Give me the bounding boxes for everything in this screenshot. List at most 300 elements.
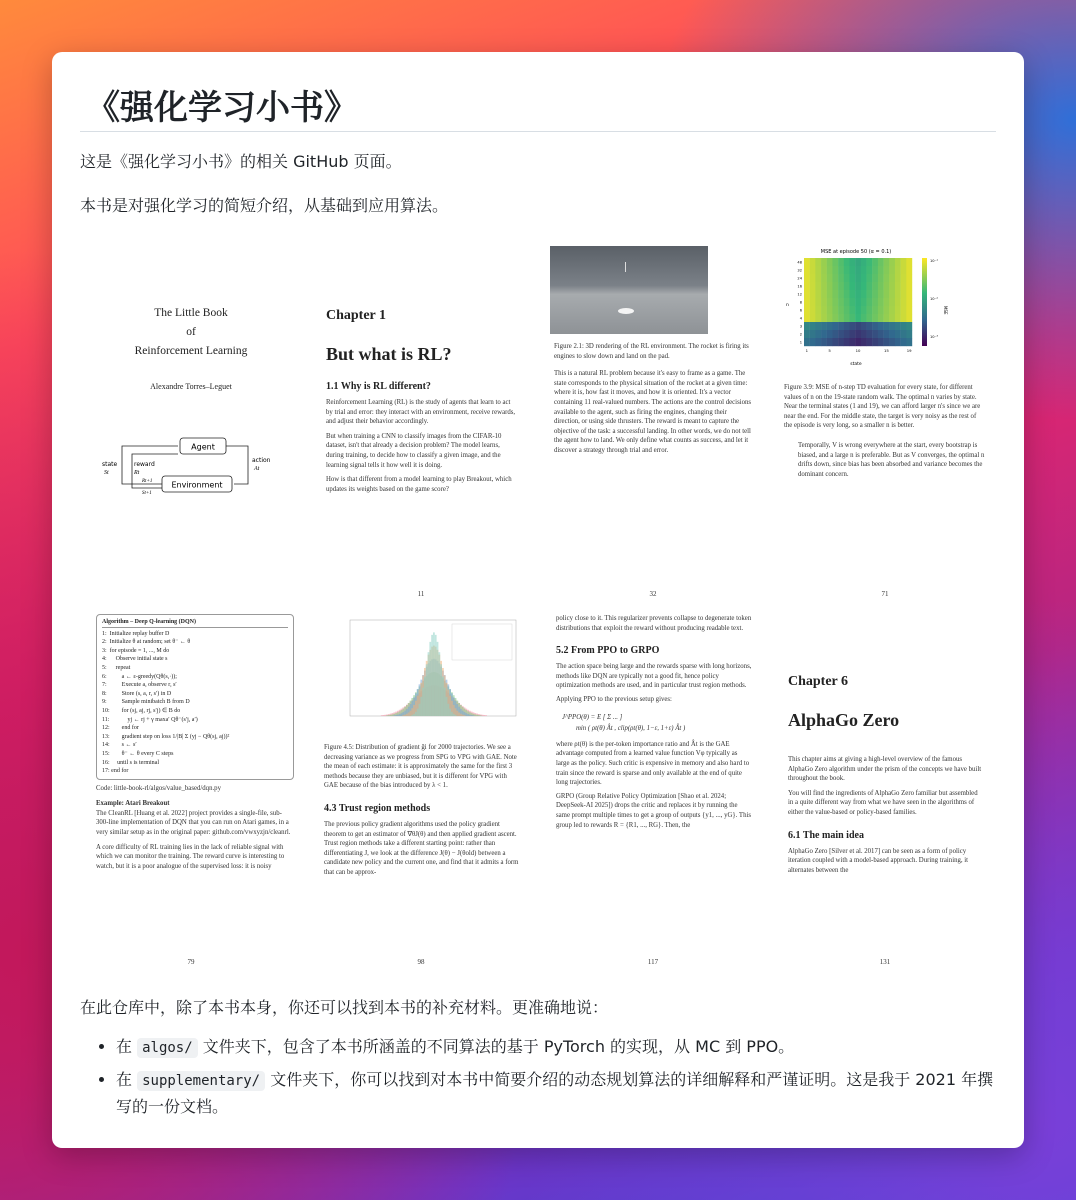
heatmap-cell <box>810 314 816 322</box>
heatmap-cell <box>855 306 861 314</box>
histogram-bar <box>433 632 435 716</box>
heatmap-cell <box>810 274 816 282</box>
chapter-heading: AlphaGo Zero <box>788 710 900 730</box>
heatmap-cell <box>901 338 907 346</box>
histogram-bar <box>422 688 424 716</box>
heatmap-cell <box>895 266 901 274</box>
heatmap-cell <box>872 282 878 290</box>
page-text: But when training a CNN to classify images from the CIFAR-10 dataset, isn't that already a decision problem? The model learns, during training, to decide how to classify a given image, and the learning signal tells it how well it is doing. <box>326 432 502 469</box>
heatmap-cell <box>884 298 890 306</box>
algorithm-line: 8: Store (s, a, r, s′) in D <box>102 690 172 697</box>
heatmap-cell <box>855 282 861 290</box>
heatmap-cell <box>861 330 867 338</box>
histogram-bar <box>458 712 460 716</box>
intro-paragraph-2: 本书是对强化学习的简短介绍，从基础到应用算法。 <box>80 196 449 215</box>
heatmap-cell <box>895 298 901 306</box>
heatmap-cell <box>872 314 878 322</box>
heatmap-cell <box>895 274 901 282</box>
heatmap-cell <box>906 266 912 274</box>
heatmap-cell <box>901 274 907 282</box>
heatmap-cell <box>821 266 827 274</box>
heatmap-cell <box>861 314 867 322</box>
heatmap-cell <box>878 330 884 338</box>
histogram-bar <box>485 715 487 716</box>
algorithm-line: 9: Sample minibatch B from D <box>102 699 190 706</box>
y-tick-label: 24 <box>797 276 802 281</box>
histogram-bar <box>473 715 475 716</box>
heatmap-cell <box>861 306 867 314</box>
heatmap-cell <box>872 298 878 306</box>
heatmap-cell <box>838 298 844 306</box>
histogram-bar <box>419 704 421 716</box>
chapter-heading: But what is RL? <box>326 344 452 364</box>
section-heading: 6.1 The main idea <box>788 829 864 841</box>
y-tick-label: 32 <box>797 268 802 273</box>
gradient-histogram <box>324 614 520 732</box>
heatmap-cell <box>838 338 844 346</box>
x-tick-label: 19 <box>906 348 912 353</box>
folder-link-algos[interactable]: algos/ <box>137 1038 198 1058</box>
heatmap-cell <box>810 298 816 306</box>
histogram-bar <box>384 715 386 716</box>
heatmap-cell <box>827 306 833 314</box>
heatmap-cell <box>827 290 833 298</box>
page-text: How is that different from a model learning to play Breakout, which updates its weights based on the game score? <box>326 476 512 493</box>
heatmap-cell <box>844 306 850 314</box>
x-tick-label: 15 <box>883 348 889 353</box>
heatmap-cell <box>844 274 850 282</box>
histogram-bar <box>464 715 466 716</box>
heatmap-cell <box>861 258 867 266</box>
heatmap-cell <box>889 298 895 306</box>
heatmap-cell <box>855 274 861 282</box>
dqn-algorithm-box <box>96 614 294 780</box>
heatmap-cell <box>895 306 901 314</box>
readme-title: 《强化学习小书》 <box>80 52 996 132</box>
rocket <box>625 262 626 272</box>
heatmap-cell <box>878 266 884 274</box>
heatmap-cell <box>906 322 912 330</box>
histogram-bar <box>390 715 392 716</box>
histogram-bar <box>449 709 451 716</box>
materials-list <box>80 1034 996 1120</box>
heatmap-cell <box>878 258 884 266</box>
list-item-text: 在 <box>116 1037 138 1056</box>
heatmap-cell <box>878 322 884 330</box>
heatmap-cell <box>804 282 810 290</box>
heatmap-cell <box>849 258 855 266</box>
heatmap-cell <box>884 314 890 322</box>
histogram-bar <box>408 712 410 716</box>
section-heading: 4.3 Trust region methods <box>324 802 431 814</box>
page-text: Reinforcement Learning (RL) is the study of agents that learn to act by trial and error: they interact with an environment, receive rewards, and adjust their behavior accordingly. <box>326 399 516 426</box>
histogram-bar <box>393 715 395 716</box>
reward-symbol: Rt <box>134 470 140 476</box>
histogram-bar <box>447 704 449 716</box>
heatmap-cell <box>849 266 855 274</box>
agent-environment-diagram <box>98 432 298 502</box>
page-32 <box>542 246 764 598</box>
heatmap-cell <box>815 338 821 346</box>
x-axis-label: state <box>850 362 862 367</box>
histogram-bar <box>455 715 457 716</box>
y-tick-label: 2 <box>799 332 802 337</box>
page-text: The previous policy gradient algorithms used the policy gradient theorem to get an estimator of ∇θJ(θ) and then applied gradient ascent. Trust region methods take a different starting point: rather than differentiating J, we look at the difference J(θ) − J(θold) between a candidate new policy and the current one, and find that it admits a form that can be approx- <box>324 820 519 876</box>
page-text: The CleanRL [Huang et al. 2022] project provides a single-file, sub-300-line implementation of DQN that you can run on Atari games, in a very similar setup as in the original paper: github.com/vwxyzjn/cleanrl. <box>96 809 291 837</box>
page-text: AlphaGo Zero [Silver et al. 2017] can be seen as a form of policy iteration coupled with a model-based approach. During training, it alternates between the <box>788 847 969 874</box>
cover-title-2: of <box>186 326 196 338</box>
chapter-label: Chapter 1 <box>326 308 387 323</box>
heatmap-cell <box>861 266 867 274</box>
heatmap-cell <box>821 298 827 306</box>
heatmap-cell <box>867 282 873 290</box>
heatmap-cell <box>810 258 816 266</box>
heatmap-cell <box>861 322 867 330</box>
heatmap-cell <box>810 266 816 274</box>
page-number: 11 <box>417 590 425 598</box>
heatmap-cell <box>867 266 873 274</box>
list-item-text: 文件夹下，包含了本书所涵盖的不同算法的基于 PyTorch 的实现，从 MC 到 PPO。 <box>197 1037 795 1056</box>
page-number: 117 <box>647 958 659 966</box>
heatmap-cell <box>844 282 850 290</box>
page-text: You will find the ingredients of AlphaGo Zero familiar but assembled in a quite different way from what we have seen in the algorithms of either the value-based or policy-based families. <box>788 789 978 816</box>
heatmap-cell <box>867 274 873 282</box>
histogram-bar <box>482 715 484 716</box>
heatmap-cell <box>889 330 895 338</box>
histogram-bar <box>395 715 397 716</box>
histogram-bar <box>404 715 406 716</box>
histogram-bar <box>424 677 426 716</box>
heatmap-cell <box>827 330 833 338</box>
histogram-bar <box>467 714 469 716</box>
folder-link-supplementary[interactable]: supplementary/ <box>137 1071 265 1091</box>
page-117 <box>542 614 764 966</box>
heatmap-cell <box>821 282 827 290</box>
heatmap-cell <box>906 314 912 322</box>
histogram-bar <box>410 711 412 716</box>
x-tick-label: 1 <box>805 348 809 353</box>
heatmap-cell <box>827 266 833 274</box>
figure-caption: Figure 3.9: MSE of n-step TD evaluation for every state, for different values of n on the 19-state random walk. The optimal n varies by state. Near the terminal states (1 and 19), we can afford larger n's since we are near the end. For the middle state, the target is very noisy as the rest of the episode is very long, so a smaller n is better. <box>784 384 981 430</box>
heatmap-cell <box>901 298 907 306</box>
histogram-bar <box>455 708 457 716</box>
heatmap-cell <box>889 266 895 274</box>
heatmap-cell <box>849 314 855 322</box>
heatmap-cell <box>804 298 810 306</box>
y-tick-label: 3 <box>799 324 802 329</box>
heatmap-cell <box>889 274 895 282</box>
algorithm-line: 11: yj ← rj + γ maxa′ Qθ⁻(s′j, a′) <box>102 716 198 723</box>
heatmap-cell <box>821 322 827 330</box>
heatmap-cell <box>838 282 844 290</box>
heatmap-cell <box>821 330 827 338</box>
colorbar-tick-label: 10⁻² <box>930 297 938 301</box>
heatmap-cell <box>872 306 878 314</box>
action-label: action <box>252 457 271 464</box>
histogram-bar <box>402 715 404 716</box>
list-item <box>116 1067 996 1120</box>
heatmap-cell <box>878 290 884 298</box>
heatmap-cell <box>895 314 901 322</box>
histogram-bar <box>456 711 458 716</box>
histogram-bar <box>474 714 476 716</box>
algorithm-line: 13: gradient step on loss 1/|B| Σ (yj − Qθ(sj, aj))² <box>102 733 230 740</box>
heatmap-cell <box>872 322 878 330</box>
cover-title-1: The Little Book <box>154 307 228 319</box>
algorithm-line: 7: Execute a, observe r, s′ <box>102 682 177 689</box>
figure-caption: Figure 4.5: Distribution of gradient ĝi for 2000 trajectories. We see a decreasing variance as we progress from SPG to VPG with GAE. Note the mean of each estimate: it is approximately the same for the first 3 methods because they are unbiased, but it is different for VPG with GAE because of the bias introduced by λ < 1. <box>324 744 517 790</box>
heatmap-cell <box>861 274 867 282</box>
heatmap-cell <box>821 306 827 314</box>
histogram-bar <box>444 688 446 716</box>
heatmap-cell <box>906 274 912 282</box>
heatmap-cell <box>855 298 861 306</box>
heatmap-cell <box>827 258 833 266</box>
heatmap-cell <box>872 290 878 298</box>
heatmap-cell <box>815 266 821 274</box>
heatmap-cell <box>861 338 867 346</box>
histogram-bar <box>397 715 399 716</box>
heatmap-cell <box>849 306 855 314</box>
heatmap-cell <box>827 298 833 306</box>
heatmap-cell <box>832 330 838 338</box>
y-tick-label: 8 <box>799 300 802 305</box>
histogram-bar <box>428 652 430 716</box>
heatmap-cell <box>815 282 821 290</box>
heatmap-cell <box>838 266 844 274</box>
section-heading: 1.1 Why is RL different? <box>326 381 431 392</box>
heatmap-cell <box>906 282 912 290</box>
page-text: The action space being large and the rewards sparse with long horizons, methods like DQN are typically not a good fit, hence policy optimization methods are used, and in particular trust region methods. <box>556 663 752 690</box>
heatmap-cell <box>855 266 861 274</box>
heatmap-cell <box>844 290 850 298</box>
histogram-bar <box>415 712 417 716</box>
agent-label: Agent <box>191 442 215 452</box>
algorithm-line: 1: Initialize replay buffer D <box>102 630 170 637</box>
histogram-bar <box>480 715 482 716</box>
heatmap-cell <box>855 290 861 298</box>
heatmap-cell <box>815 258 821 266</box>
landing-pad <box>618 308 634 314</box>
cover-author: Alexandre Torres–Leguet <box>150 382 232 391</box>
algorithm-line: 14: s ← s′ <box>102 742 137 749</box>
algorithm-line: 3: for episode = 1, ..., M do <box>102 647 170 654</box>
cover-title-3: Reinforcement Learning <box>134 345 248 357</box>
heatmap-cell <box>832 338 838 346</box>
page-number: 98 <box>417 958 425 966</box>
histogram-bar <box>442 677 444 716</box>
algorithm-line: 12: end for <box>102 725 139 732</box>
page-71 <box>774 246 996 598</box>
y-tick-label: 4 <box>799 316 802 321</box>
heatmap-cell <box>884 274 890 282</box>
x-tick-label: 10 <box>855 348 861 353</box>
heatmap-cell <box>844 338 850 346</box>
algorithm-line: 5: repeat <box>102 664 131 671</box>
heatmap-cell <box>844 314 850 322</box>
heatmap-cell <box>815 290 821 298</box>
heatmap-cell <box>884 290 890 298</box>
heatmap-cell <box>804 306 810 314</box>
heatmap-cell <box>821 274 827 282</box>
example-heading: Example: Atari Breakout <box>96 800 170 808</box>
heatmap-cell <box>804 322 810 330</box>
heatmap-cell <box>867 290 873 298</box>
heatmap-cell <box>878 282 884 290</box>
heatmap-cell <box>838 258 844 266</box>
histogram-bar <box>392 714 394 716</box>
heatmap-cell <box>901 282 907 290</box>
heatmap-cell <box>827 274 833 282</box>
heatmap-cell <box>815 274 821 282</box>
heatmap-cell <box>878 338 884 346</box>
heatmap-cell <box>838 306 844 314</box>
heatmap-cell <box>832 266 838 274</box>
heatmap-cell <box>867 306 873 314</box>
heatmap-cell <box>815 306 821 314</box>
histogram-bar <box>437 642 439 716</box>
algorithm-line: 2: Initialize θ at random; set θ⁻ ← θ <box>102 639 191 646</box>
outro-paragraph: 在此仓库中，除了本书本身，你还可以找到本书的补充材料。更准确地说： <box>80 998 609 1017</box>
page-131 <box>774 614 996 966</box>
reward-label: reward <box>134 461 155 468</box>
heatmap-cell <box>889 282 895 290</box>
page-cover <box>80 246 302 598</box>
heatmap-cell <box>804 274 810 282</box>
heatmap-cell <box>872 258 878 266</box>
heatmap-cell <box>906 306 912 314</box>
heatmap-cell <box>889 314 895 322</box>
histogram-bar <box>471 715 473 716</box>
book-page-grid <box>80 246 996 966</box>
page-79 <box>80 614 302 966</box>
y-tick-label: 1 <box>799 340 802 345</box>
y-tick-label: 16 <box>797 284 802 289</box>
histogram-bar <box>438 652 440 716</box>
heatmap-cell <box>804 258 810 266</box>
heatmap-cell <box>838 290 844 298</box>
histogram-bar <box>435 635 437 716</box>
heatmap-cell <box>878 314 884 322</box>
list-item <box>116 1034 996 1061</box>
heatmap-cell <box>804 314 810 322</box>
heatmap-cell <box>861 282 867 290</box>
page-text: GRPO (Group Relative Policy Optimization [Shao et al. 2024; DeepSeek-AI 2025]) drops the critic and replaces it by running the same prompt multiple times to get a group of outputs {y1, ..., yG}. This group led to rewards R = {R1, ..., RG}. Then, the <box>556 792 751 829</box>
heatmap-cell <box>821 338 827 346</box>
algorithm-line: 6: a ← ε-greedy(Qθ(s,·)); <box>102 673 177 680</box>
histogram-bar <box>446 697 448 716</box>
heatmap-cell <box>804 290 810 298</box>
page-number: 71 <box>881 590 889 598</box>
colorbar-tick-label: 10⁻¹ <box>930 259 938 263</box>
heatmap-cell <box>901 330 907 338</box>
heatmap-cell <box>889 322 895 330</box>
y-tick-label: 48 <box>797 260 802 265</box>
heatmap-cell <box>827 282 833 290</box>
histogram-bar <box>426 664 428 716</box>
readme-card <box>52 52 1024 1148</box>
histogram-bar <box>453 714 455 716</box>
page-text: where ρt(θ) is the per-token importance ratio and Ât is the GAE advantage computed from a learned value function Vφ typically as large as the policy. Such critic is expensive in memory and also hard to train since the reward is sparse and only available at the end of quite long trajectories. <box>556 740 750 787</box>
histogram-bar <box>388 715 390 716</box>
heatmap-cell <box>821 258 827 266</box>
heatmap-cell <box>906 298 912 306</box>
heatmap-cell <box>884 258 890 266</box>
heatmap-cell <box>895 282 901 290</box>
heatmap-cell <box>838 274 844 282</box>
heatmap-cell <box>849 282 855 290</box>
colorbar-label: MSE <box>943 306 948 315</box>
heatmap-cell <box>810 322 816 330</box>
heatmap-cell <box>815 322 821 330</box>
colorbar <box>922 258 927 346</box>
y-tick-label: 6 <box>799 308 802 313</box>
page-number: 131 <box>879 958 891 966</box>
environment-label: Environment <box>171 480 223 490</box>
heatmap-cell <box>901 322 907 330</box>
page-text: Applying PPO to the previous setup gives: <box>556 695 672 703</box>
histogram-bar <box>483 715 485 716</box>
heatmap-cell <box>832 322 838 330</box>
heatmap-cell <box>906 338 912 346</box>
algorithm-line: 15: θ⁻ ← θ every C steps <box>102 750 174 757</box>
code-reference: Code: little-book-rl/algos/value_based/dqn.py <box>96 784 221 792</box>
heatmap-cell <box>872 274 878 282</box>
heatmap-cell <box>821 290 827 298</box>
page-11 <box>310 246 532 598</box>
histogram-bar <box>440 664 442 716</box>
page-text: This chapter aims at giving a high-level overview of the famous AlphaGo Zero algorithm under the prism of the concepts we have built throughout the book. <box>788 756 982 783</box>
heatmap-cell <box>810 306 816 314</box>
heatmap-cell <box>901 266 907 274</box>
heatmap-cell <box>810 290 816 298</box>
heatmap-cell <box>832 290 838 298</box>
heatmap-cell <box>895 258 901 266</box>
heatmap-cell <box>832 258 838 266</box>
heatmap-cell <box>844 258 850 266</box>
state-label: state <box>102 461 118 468</box>
heatmap-cell <box>832 282 838 290</box>
heatmap-cell <box>855 258 861 266</box>
heatmap-cell <box>815 330 821 338</box>
histogram-bar <box>381 715 383 716</box>
histogram-bar <box>383 715 385 716</box>
heatmap-cell <box>861 298 867 306</box>
page-text: This is a natural RL problem because it's easy to frame as a game. The state corresponds to the physical situation of the rocket at a given time: where it is, how fast it moves, and how it is oriented. It's a vector containing 11 real-valued numbers. The actions are the control decisions available to the agent, such as firing the engines, changing their direction, or using side thrusters. The reward is meant to capture the objective of the task: a successful landing. In other words, we do not tell the agent how to land. We only define what counts as success, and let it discover a strategy through trial and error. <box>554 370 752 454</box>
action-symbol: At <box>254 466 260 472</box>
algorithm-title: Algorithm – Deep Q-learning (DQN) <box>102 618 288 628</box>
histogram-bar <box>411 708 413 716</box>
bullet-text: Temporally, V is wrong everywhere at the start, every bootstrap is biased, and a large n is preferable. But as V converges, the optimal n drifts down, since bias has been absorbed and variance becomes the dominant concern. <box>798 441 985 478</box>
heatmap-cell <box>889 338 895 346</box>
heatmap-cell <box>849 290 855 298</box>
heatmap-cell <box>832 314 838 322</box>
colorbar-tick-label: 10⁻³ <box>930 335 938 339</box>
heatmap-cell <box>889 290 895 298</box>
heatmap-cell <box>810 282 816 290</box>
ppo-formula-1: J^PPO(θ) = E [ Σ ... ] <box>562 713 623 721</box>
next-state-symbol: St+1 <box>142 491 152 496</box>
histogram-bar <box>429 642 431 716</box>
heatmap-cell <box>867 314 873 322</box>
heatmap-cell <box>849 338 855 346</box>
algorithm-line: 4: Observe initial state s <box>102 656 168 663</box>
heatmap-cell <box>867 298 873 306</box>
y-tick-label: 12 <box>797 292 802 297</box>
heatmap-cell <box>844 322 850 330</box>
heatmap-cell <box>906 290 912 298</box>
state-symbol: St <box>104 470 109 476</box>
